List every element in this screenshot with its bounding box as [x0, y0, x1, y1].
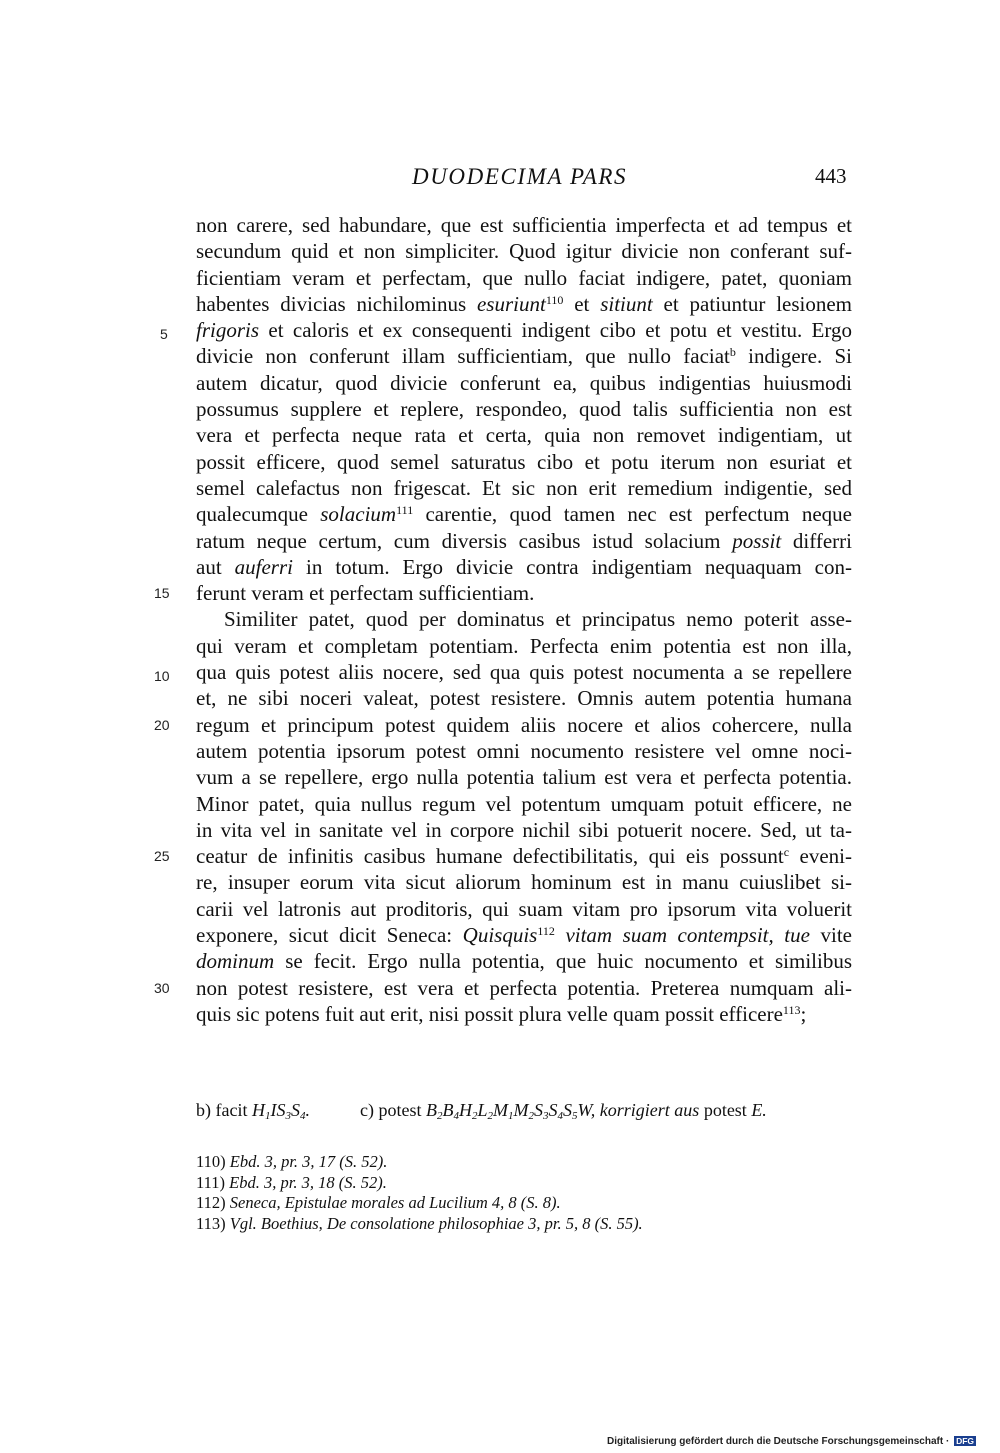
text-line: divicie non conferunt illam sufficientiam, que nullo faciat$^b$ indigere. Si — [196, 344, 853, 369]
text-line: 25 ceatur de infinitis casibus humane defectibilitatis, qui eis possunt$^c$ eveni- — [154, 844, 852, 869]
page-number: 443 — [815, 164, 847, 188]
line-number: 25 — [154, 848, 170, 865]
text-line: re, insuper eorum vita sicut aliorum hominum est in manu cuiuslibet si- — [196, 870, 852, 895]
digitization-credit: Digitalisierung gefördert durch die Deutsche Forschungsgemeinschaft · DFG — [607, 1436, 975, 1447]
line-number: 10 — [154, 668, 170, 684]
text-line: frigoris et caloris et ex consequenti indigent cibo et potu et vestitu. Ergo — [196, 318, 852, 343]
text-line: habentes divicias nichilominus esuriunt$^{110}$ et sitiunt et patiuntur lesionem — [196, 291, 853, 316]
footnote: 110) Ebd. 3, pr. 3, 17 (S. 52). — [196, 1152, 388, 1171]
text-line: possumus supplere et replere, respondeo, quod talis sufficientia non est — [196, 397, 852, 422]
critical-apparatus — [196, 1100, 767, 1121]
line-number: 30 — [154, 979, 170, 996]
text-line: dominum se fecit. Ergo nulla potentia, que huic nocumento et similibus — [196, 949, 852, 974]
text-line: qualecumque solacium$^{111}$ carentie, quod tamen nec est perfectum neque — [196, 502, 852, 527]
footnote: 111) Ebd. 3, pr. 3, 18 (S. 52). — [196, 1172, 387, 1192]
text-line: Minor patet, quia nullus regum vel potentum umquam potuit efficere, ne — [196, 791, 852, 816]
text-line: aut auferri in totum. Ergo divicie contra indigentiam nequaquam con- — [196, 554, 852, 579]
footnote: 113) Vgl. Boethius, De consolatione philosophiae 3, pr. 5, 8 (S. 55). — [196, 1213, 643, 1233]
variant-ref: c — [783, 845, 790, 860]
text-line: et, ne sibi noceri valeat, potest resistere. Omnis autem potentia humana — [196, 686, 852, 711]
main-text — [154, 212, 853, 1027]
text-line: 15 ferunt veram et perfectam sufficientiam. — [154, 581, 535, 606]
text-line: ficientiam veram et perfectam, que nullo faciat indigere, patet, quoniam — [196, 265, 852, 290]
text-line: secundum quid et non simpliciter. Quod igitur divicie non conferant suf- — [196, 239, 852, 264]
text-line: qui veram et completam potentiam. Perfecta enim potentia est non illa, — [196, 633, 852, 658]
footnote-ref: 112 — [537, 924, 555, 939]
text-line: quis sic potens fuit aut erit, nisi possit plura velle quam possit efficere$^{113}$; — [196, 1001, 807, 1026]
line-number: 15 — [154, 585, 170, 602]
text-line: 20 regum et principum potest quidem aliis nocere et alios cohercere, nulla — [154, 712, 852, 737]
footnote-ref: 111 — [396, 503, 414, 518]
footnote-ref: 110 — [545, 292, 564, 307]
footnotes — [196, 1152, 643, 1234]
variant-c: c) potest $B_2B_4H_2L_2M_1M_2S_3S_4S_5W$, korrigiert aus potest E. — [359, 1100, 767, 1122]
text-line: 30 non potest resistere, est vera et perfecta potentia. Preterea numquam ali- — [154, 975, 852, 1000]
footnote: 112) Seneca, Epistulae morales ad Lucilium 4, 8 (S. 8). — [196, 1193, 561, 1212]
variant-b: b) facit $H_1IS_3S_4$. — [196, 1100, 310, 1122]
line-number: 20 — [154, 716, 170, 733]
footnote-ref: 113 — [782, 1002, 801, 1017]
text-line: autem potentia ipsorum potest omni nocumento resistere vel omne noci- — [196, 738, 852, 763]
text-line: in vita vel in sanitate vel in corpore nichil sibi potuerit nocere. Sed, ut ta- — [196, 817, 852, 842]
text-line: non carere, sed habundare, que est sufficientia imperfecta et ad tempus et — [196, 213, 852, 237]
text-line: ratum neque certum, cum diversis casibus istud solacium possit differri — [196, 528, 852, 553]
text-line: vera et perfecta neque rata et certa, quia non removet indigentiam, ut — [196, 423, 852, 448]
text-line: Similiter patet, quod per dominatus et principatus nemo poterit asse- — [224, 607, 852, 632]
running-head: DUODECIMA PARS — [412, 164, 628, 189]
text-line: exponere, sicut dicit Seneca: Quisquis$^{112}$ vitam suam contempsit, tue vite — [196, 923, 852, 948]
dfg-logo: DFG — [956, 1436, 975, 1446]
text-line: autem dicatur, quod divicie conferunt ea, quibus indigentias huiusmodi — [196, 370, 852, 395]
text-line: possit efficere, quod semel saturatus cibo et potu iterum non esuriat et — [196, 449, 852, 474]
line-number: 5 — [160, 326, 168, 342]
text-line: semel calefactus non frigescat. Et sic non erit remedium indigentie, sed — [196, 475, 852, 500]
text-line: carii vel latronis aut proditoris, qui suam vitam pro ipsorum vita voluerit — [196, 896, 852, 921]
text-line: qua quis potest aliis nocere, sed qua quis potest nocumenta a se repellere — [196, 660, 852, 685]
text-line: vum a se repellere, ergo nulla potentia talium est vera et perfecta potentia. — [196, 765, 852, 790]
variant-ref: b — [729, 345, 736, 360]
